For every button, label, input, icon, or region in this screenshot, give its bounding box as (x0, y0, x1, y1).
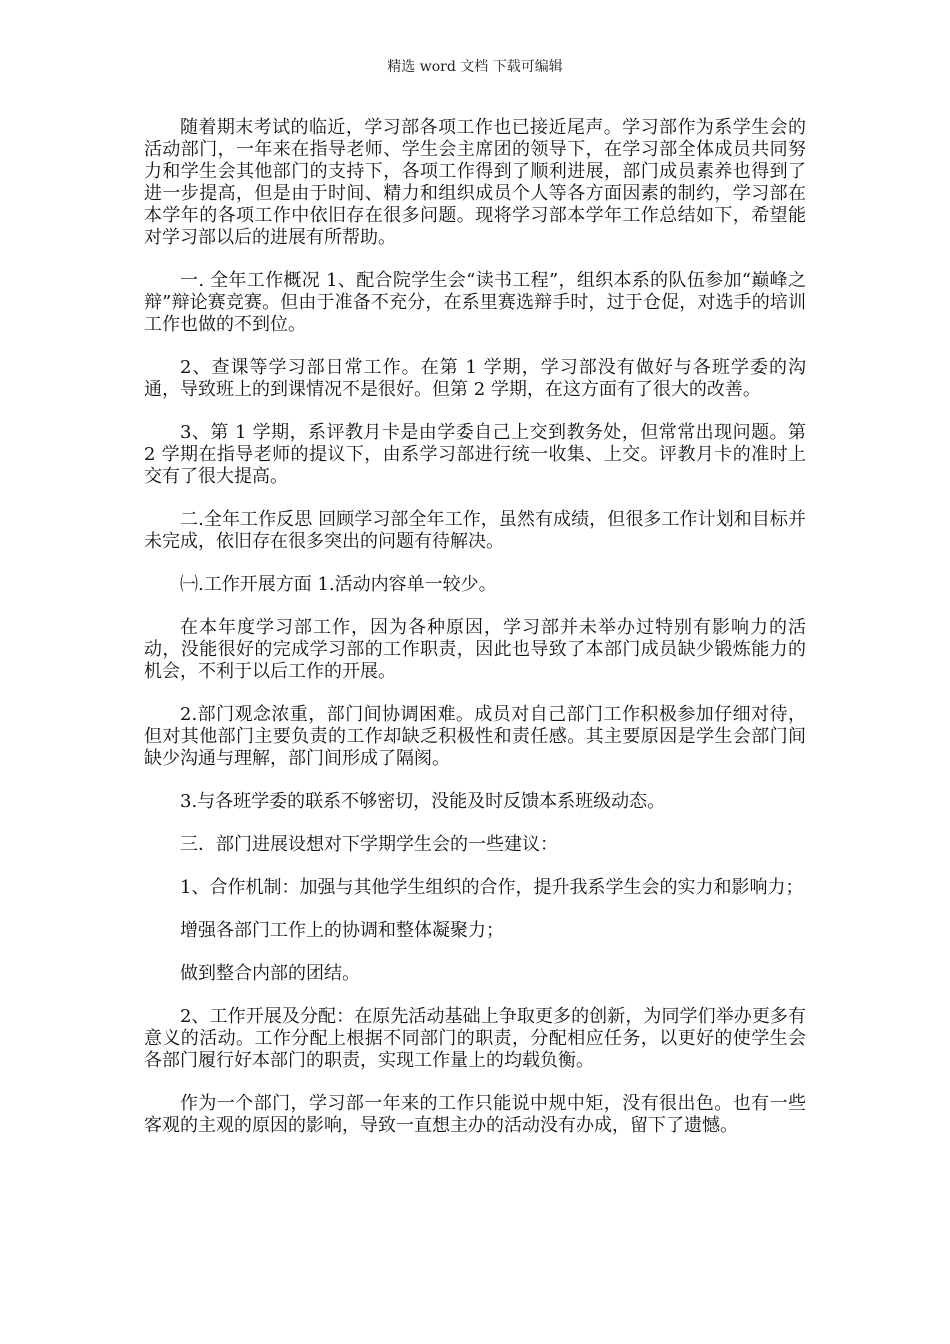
paragraph-section-2-item-2: 2.部门观念浓重，部门间协调困难。成员对自己部门工作积极参加仔细对待，但对其他部门主要负责的工作却缺乏积极性和责任感。其主要原因是学生会部门间缺少沟通与理解，部门间形成了隔阂。 (144, 704, 806, 769)
paragraph-section-1-item-3: 3、第 1 学期，系评教月卡是由学委自己上交到教务处，但常常出现问题。第 2 学期在指导老师的提议下，由系学习部进行统一收集、上交。评教月卡的准时上交有了很大提高。 (144, 422, 806, 487)
paragraph-intro: 随着期末考试的临近，学习部各项工作也已接近尾声。学习部作为系学生会的活动部门，一年来在指导老师、学生会主席团的领导下，在学习部全体成员共同努力和学生会其他部门的支持下，各项工作得到了顺利进展，部门成员素养也得到了进一步提高，但是由于时间、精力和组织成员个人等各方面因素的制约，学习部在本学年的各项工作中依旧存在很多问题。现将学习部本学年工作总结如下，希望能对学习部以后的进展有所帮助。 (144, 117, 806, 248)
paragraph-section-3-item-1-b: 增强各部门工作上的协调和整体凝聚力； (180, 920, 504, 941)
paragraph-section-3-item-2: 2、工作开展及分配：在原先活动基础上争取更多的创新，为同学们举办更多有意义的活动。工作分配上根据不同部门的职责，分配相应任务，以更好的使学生会各部门履行好本部门的职责，实现工作量上的均载负衡。 (144, 1006, 806, 1071)
paragraph-section-1-item-1: 一. 全年工作概况 1、配合院学生会“读书工程”，组织本系的队伍参加“巅峰之辩”辩论赛竞赛。但由于准备不充分，在系里赛选辩手时，过于仓促，对选手的培训工作也做的不到位。 (144, 270, 806, 335)
paragraph-section-2-detail-1: 在本年度学习部工作，因为各种原因，学习部并未举办过特别有影响力的活动，没能很好的完成学习部的工作职责，因此也导致了本部门成员缺少锻炼能力的机会，不利于以后工作的开展。 (144, 617, 806, 682)
paragraph-section-1-item-2: 2、查课等学习部日常工作。在第 1 学期，学习部没有做好与各班学委的沟通，导致班上的到课情况不是很好。但第 2 学期，在这方面有了很大的改善。 (144, 357, 806, 400)
paragraph-section-3-item-1-c: 做到整合内部的团结。 (180, 963, 360, 984)
page-header: 精选 word 文档 下载可编辑 (387, 59, 563, 75)
paragraph-section-2-intro: 二.全年工作反思 回顾学习部全年工作，虽然有成绩，但很多工作计划和目标并未完成，依旧存在很多突出的问题有待解决。 (144, 509, 806, 552)
paragraph-section-3-heading: 三．部门进展设想对下学期学生会的一些建议： (180, 834, 558, 855)
document-body (144, 117, 806, 1158)
paragraph-section-3-item-1: 1、合作机制：加强与其他学生组织的合作，提升我系学生会的实力和影响力； (180, 877, 804, 898)
paragraph-section-2-sub-1: ㈠.工作开展方面 1.活动内容单一较少。 (180, 574, 497, 595)
paragraph-section-2-item-3: 3.与各班学委的联系不够密切，没能及时反馈本系班级动态。 (180, 791, 666, 812)
paragraph-conclusion: 作为一个部门，学习部一年来的工作只能说中规中矩，没有很出色。也有一些客观的主观的原因的影响，导致一直想主办的活动没有办成，留下了遗憾。 (144, 1093, 806, 1136)
